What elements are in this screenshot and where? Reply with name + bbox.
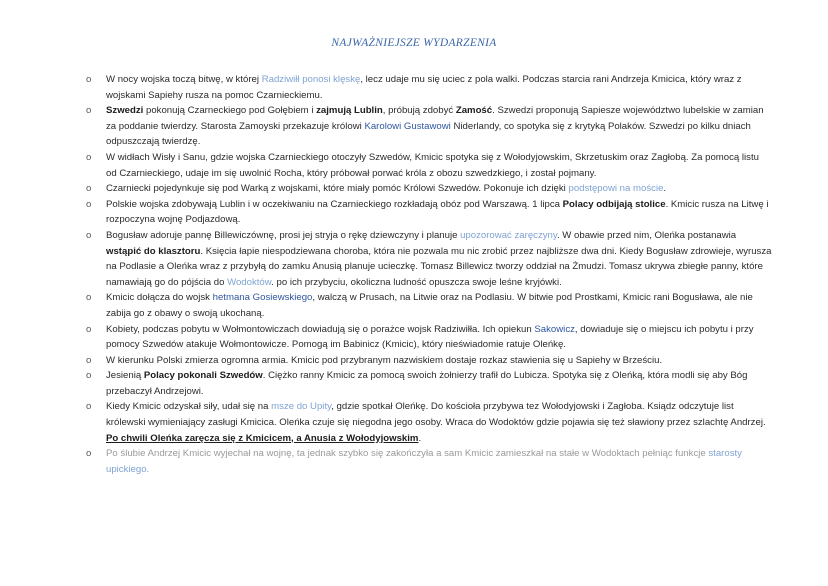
bullet-marker: o [86, 229, 92, 241]
item-text: , dowiaduje się o miejscu ich pobytu i przy pomocy Szwedów atakuje Wołmontowicze. Pomogą im Babinicz (Kmicic), który nieświadomie ratuje Oleńkę. [106, 323, 754, 351]
item-text: Niderlandy, co spotyka się z krytyką Polaków. Szwedzi po kilku dniach odpuszczają twierdzę. [106, 120, 751, 148]
item-text: . [418, 432, 422, 444]
bullet-marker: o [86, 448, 92, 460]
list-item [86, 322, 772, 353]
item-text: Po ślubie Andrzej Kmicic wyjechał na wojnę, ta jednak szybko się zakończyła a sam Kmicic zamieszkał na stałe w Wodoktach pełniąc funkcje [106, 448, 709, 460]
item-text: Czarniecki pojedynkuje się pod Warką z wojskami, które miały pomóc Królowi Szwedów. Pokonuje ich dzięki [106, 183, 569, 195]
bullet-marker: o [86, 74, 92, 85]
item-text: . Ciężko ranny Kmicic za pomocą swoich żołnierzy trafił do Lubicza. Spotyka się z Oleńką, która modli się aby Bóg przebaczył Andrzejowi. [106, 370, 748, 397]
item-text: , próbują zdobyć [382, 105, 456, 117]
list-item [86, 368, 772, 399]
item-text: W widłach Wisły i Sanu, gdzie wojska Czarnieckiego otoczyły Szwedów, Kmicic spotyka się z Wołodyjowskim, Skrzetuskim oraz Zagłobą. Za pomocą listu od Czarnieckiego, udaje im się uwolnić Rocha, który próbował porwać króla z obozu szwedzkiego, i został pojmany. [106, 151, 759, 179]
highlighted-text: Polacy odbijają stolice [562, 198, 666, 210]
item-text: Bogusław adoruje pannę Billewiczównę, prosi jej stryja o rękę dziewczyny i planuje [106, 229, 461, 241]
highlighted-text: starosty upickiego [106, 448, 742, 475]
item-text: . W obawie przed nim, Oleńka postanawia [556, 229, 737, 241]
highlighted-text: Karolowi Gustawowi [364, 120, 451, 132]
list-item [86, 150, 772, 181]
bullet-marker: o [86, 151, 92, 163]
highlighted-text: Po chwili Oleńka zaręcza się z Kmicicem, a Anusia z Wołodyjowskim [106, 432, 419, 444]
events-list [86, 72, 772, 477]
page-title: NAJWAŻNIEJSZE WYDARZENIA [331, 37, 497, 49]
item-text: . [146, 463, 150, 475]
highlighted-text: Sakowicz [534, 323, 575, 335]
item-text: Kmicic dołącza do wojsk [106, 292, 213, 304]
highlighted-text: Zamość [455, 105, 493, 117]
highlighted-text: Szwedzi [106, 105, 144, 117]
highlighted-text: Radziwiłł ponosi klęskę [261, 74, 361, 85]
bullet-marker: o [86, 370, 92, 382]
item-text: , lecz udaje mu się uciec z pola walki. Podczas starcia rani Andrzeja Kmicica, który wraz z wojskami Sapiehy rusza na pomoc Czarnieckiemu. [106, 74, 742, 101]
highlighted-text: upozorować zaręczyny [460, 229, 557, 241]
item-text: . Księcia łapie niespodziewana choroba, która nie pozwala mu nic zrobić przez najbliższe dwa dni. Kiedy Bogusław zdrowieje, wyrusza na Podlasie a Oleńka wraz z przybyłą do zamku Anusią planuje ucieczkę. Tomasz Billewicz tworzy oddział na Żmudzi. Tomasz ukrywa zbiegłe panny, które namawiają go do pójścia do [106, 245, 772, 288]
highlighted-text: zajmują Lublin [316, 105, 383, 117]
bullet-marker: o [86, 183, 92, 195]
list-item [86, 72, 772, 103]
highlighted-text: msze do Upity [271, 401, 332, 413]
bullet-marker: o [86, 198, 92, 210]
list-item [86, 446, 772, 477]
item-text: W nocy wojska toczą bitwę, w której [106, 74, 262, 85]
item-text: W kierunku Polski zmierza ogromna armia. Kmicic pod przybranym nazwiskiem dostaje rozkaz stawienia się u Sapiehy w Brześciu. [106, 354, 663, 366]
item-text: . Kmicic rusza na Litwę i rozpoczyna wojnę Podjazdową. [106, 198, 769, 226]
bullet-marker: o [86, 105, 92, 117]
item-text: . Szwedzi proponują Sapiesze województwo lubelskie w zamian za poddanie twierdzy. Starosta Zamoyski przekazuje królowi [106, 105, 764, 132]
bullet-marker: o [86, 401, 92, 413]
list-item [86, 228, 772, 290]
item-text: pokonują Czarneckiego pod Gołębiem i [143, 105, 317, 117]
bullet-marker: o [86, 354, 92, 366]
list-item [86, 290, 772, 321]
list-item [86, 353, 772, 369]
item-text: , walczą w Prusach, na Litwie oraz na Podlasiu. W bitwie pod Prostkami, Kmicic rani Bogusława, ale nie zabija go z obawy o swoją ukochaną. [106, 292, 753, 319]
list-item [86, 103, 772, 150]
highlighted-text: Polacy pokonali Szwedów [143, 370, 263, 382]
bullet-marker: o [86, 292, 92, 304]
item-text: , gdzie spotkał Oleńkę. Do kościoła przybywa tez Wołodyjowski i Zagłoba. Ksiądz odczytuje list królewski wymieniający zasługi Kmicica. Oleńka czuje się niegodna jego osoby. Wraca do Wodoktów gdzie pojawia się też sławiony przez szlachtę Andrzej. [106, 401, 766, 429]
highlighted-text: Wodoktów [227, 276, 272, 288]
highlighted-text: hetmana Gosiewskiego [212, 292, 313, 304]
list-item [86, 181, 772, 197]
list-item [86, 399, 772, 446]
highlighted-text: podstępowi na moście [568, 183, 664, 195]
item-text: Kobiety, podczas pobytu w Wołmontowiczach dowiadują się o porażce wojsk Radziwiłła. Ich opiekun [106, 323, 535, 335]
item-text: Jesienią [106, 370, 144, 382]
item-text: Kiedy Kmicic odzyskał siły, udał się na [106, 401, 272, 413]
item-text: . [663, 183, 667, 195]
highlighted-text: wstąpić do klasztoru [106, 245, 201, 257]
item-text: Polskie wojska zdobywają Lublin i w oczekiwaniu na Czarnieckiego rozkładają obóz pod Warszawą. 1 lipca [106, 198, 563, 210]
bullet-marker: o [86, 323, 92, 335]
list-item [86, 197, 772, 228]
item-text: . po ich przybyciu, okoliczna ludność opuszcza swoje leśne kryjówki. [271, 276, 562, 288]
